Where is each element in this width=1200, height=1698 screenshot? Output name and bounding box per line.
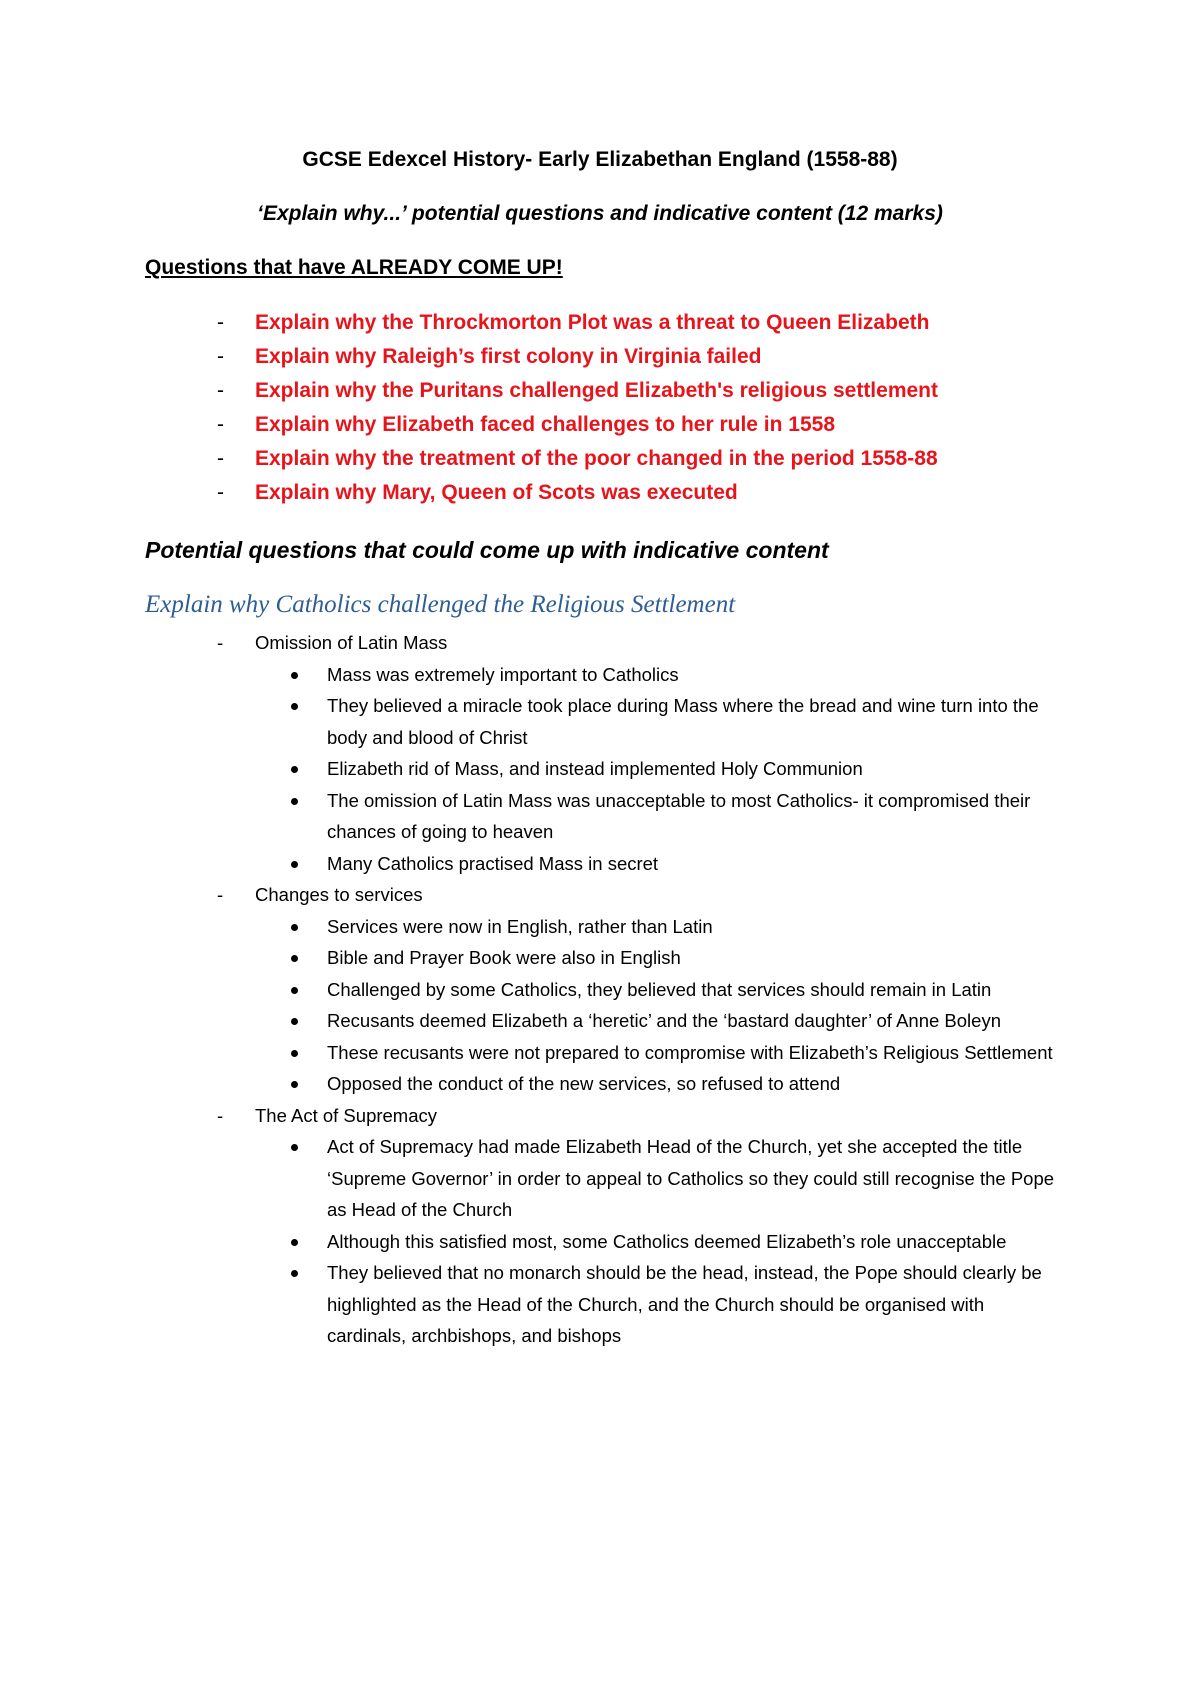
list-item [145,340,1095,374]
list-item [145,753,1065,785]
list-item [145,848,1065,880]
bullet-icon [291,987,298,994]
point-text: They believed a miracle took place during Mass where the bread and wine turn into the body and blood of Christ [327,695,1039,748]
document-title: GCSE Edexcel History- Early Elizabethan England (1558-88) [302,148,898,171]
list-item [145,942,1065,974]
topic-label [145,1100,1065,1132]
question-text: Explain why the treatment of the poor changed in the period 1558-88 [255,447,938,470]
list-item [145,659,1065,691]
topic-label [145,627,1065,659]
bullet-icon [291,1270,298,1277]
bullet-icon [291,798,298,805]
list-item [145,1131,1065,1226]
dash-marker: - [217,413,224,436]
bullet-icon [291,703,298,710]
list-item [145,1005,1065,1037]
section-heading: Explain why Catholics challenged the Religious Settlement [145,591,736,618]
point-text: These recusants were not prepared to compromise with Elizabeth’s Religious Settlement [327,1041,1053,1063]
question-text: Explain why the Throckmorton Plot was a threat to Queen Elizabeth [255,311,930,334]
bullet-icon [291,766,298,773]
topic-text: Changes to services [255,884,423,905]
point-text: The omission of Latin Mass was unacceptable to most Catholics- it compromised their chances of going to heaven [327,789,1031,842]
document-subtitle: ‘Explain why...’ potential questions and indicative content (12 marks) [257,202,943,225]
question-text: Explain why Raleigh’s first colony in Virginia failed [255,345,762,368]
already-come-up-heading: Questions that have ALREADY COME UP! [145,256,563,279]
point-text: Mass was extremely important to Catholics [327,663,679,685]
list-item [145,408,1095,442]
topic-points [145,659,1065,880]
bullet-icon [291,672,298,679]
bullet-icon [291,1081,298,1088]
point-text: Elizabeth rid of Mass, and instead implemented Holy Communion [327,758,863,779]
bullet-icon [291,1239,298,1246]
list-item [145,785,1065,848]
list-item [145,306,1095,340]
dash-marker: - [217,1104,224,1126]
dash-marker: - [217,311,224,334]
bullet-icon [291,1050,298,1057]
point-text: Many Catholics practised Mass in secret [327,852,659,874]
topic-points [145,1131,1065,1352]
dash-marker: - [217,632,224,653]
list-item [145,974,1065,1006]
list-item [145,1226,1065,1258]
dash-marker: - [217,447,224,470]
topic-points [145,911,1065,1100]
dash-marker: - [217,345,224,368]
point-text: Recusants deemed Elizabeth a ‘heretic’ and the ‘bastard daughter’ of Anne Boleyn [327,1010,1001,1031]
potential-questions-heading: Potential questions that could come up with indicative content [145,537,829,563]
topic-text: The Act of Supremacy [255,1104,438,1126]
point-text: Act of Supremacy had made Elizabeth Head of the Church, yet she accepted the title ‘Supreme Governor’ in order to appeal to Catholics so they could still recognise the Pope as Head of the Church [327,1136,1055,1220]
list-item [145,911,1065,943]
bullet-icon [291,924,298,931]
list-item [145,476,1095,510]
point-text: They believed that no monarch should be the head, instead, the Pope should clearly be highlighted as the Head of the Church, and the Church should be organised with cardinals, archbishops, and bishops [327,1262,1042,1346]
bullet-icon [291,1018,298,1025]
point-text: Opposed the conduct of the new services, so refused to attend [327,1073,841,1094]
list-item [145,1068,1065,1100]
bullet-icon [291,955,298,962]
list-item [145,442,1095,476]
topic-label [145,879,1065,911]
bullet-icon [291,861,298,868]
question-text: Explain why Elizabeth faced challenges to her rule in 1558 [255,413,836,436]
point-text: Although this satisfied most, some Catholics deemed Elizabeth’s role unacceptable [327,1230,1007,1252]
point-text: Challenged by some Catholics, they believed that services should remain in Latin [327,978,992,1000]
list-item [145,1037,1065,1069]
list-item [145,374,1095,408]
point-text: Services were now in English, rather than Latin [327,915,713,937]
indicative-content [145,627,1065,1352]
question-text: Explain why Mary, Queen of Scots was executed [255,481,738,504]
topic-text: Omission of Latin Mass [255,632,448,653]
already-come-up-list [145,306,1095,510]
dash-marker: - [217,379,224,402]
dash-marker: - [217,884,224,905]
list-item [145,1257,1065,1352]
question-text: Explain why the Puritans challenged Elizabeth's religious settlement [255,379,938,402]
point-text: Bible and Prayer Book were also in English [327,947,681,968]
bullet-icon [291,1144,298,1151]
list-item [145,690,1065,753]
dash-marker: - [217,481,224,504]
